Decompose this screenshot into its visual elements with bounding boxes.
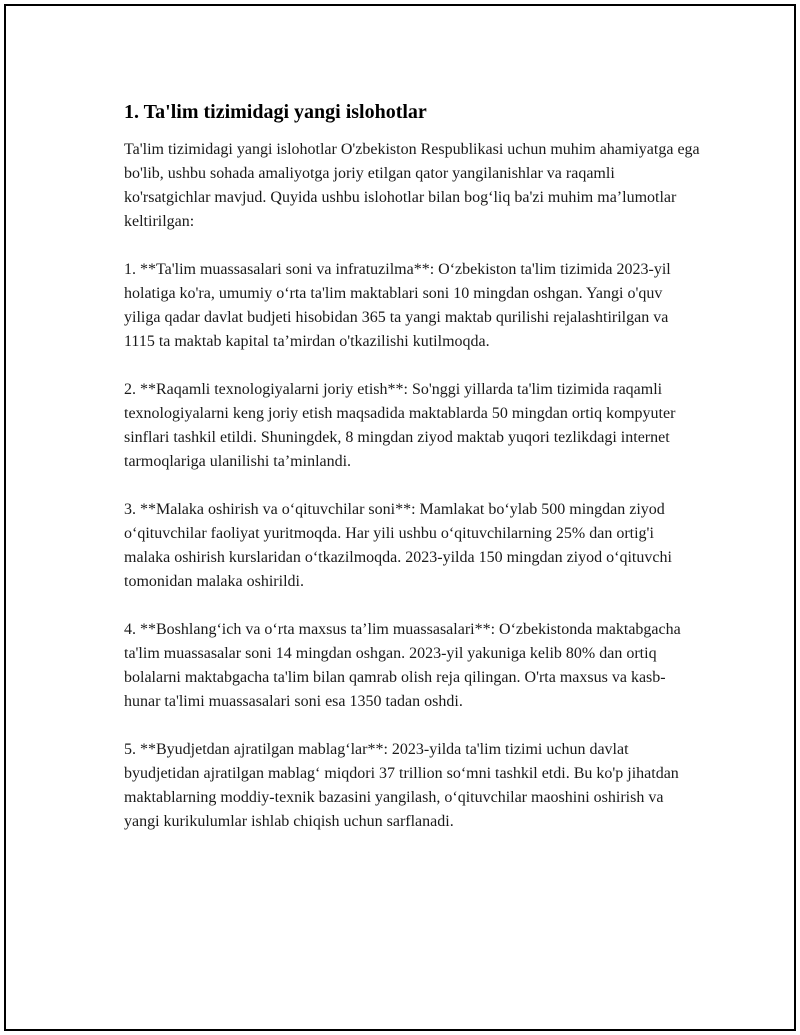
document-body <box>120 98 700 858</box>
list-item: 5. **Byudjetdan ajratilgan mablag‘lar**: 2023-yilda ta'lim tizimi uchun davlat byudjetidan ajratilgan mablag‘ miqdori 37 trillion so‘mni tashkil etdi. Bu ko'p jihatdan maktablarning moddiy-texnik bazasini yangilash, o‘qituvchilar maoshini oshirish va yangi kurikulumlar ishlab chiqish uchun sarflanadi. <box>124 741 679 830</box>
list-item: 1. **Ta'lim muassasalari soni va infratuzilma**: O‘zbekiston ta'lim tizimida 2023-yil holatiga ko'ra, umumiy o‘rta ta'lim maktablari soni 10 mingdan oshgan. Yangi o'quv yiliga qadar davlat budjeti hisobidan 365 ta yangi maktab qurilishi rejalashtirilgan va 1115 ta maktab kapital ta’mirdan o'tkazilishi kutilmoqda. <box>124 261 671 350</box>
list-item: 2. **Raqamli texnologiyalarni joriy etish**: So'nggi yillarda ta'lim tizimida raqamli texnologiyalarni keng joriy etish maqsadida maktablarda 50 mingdan ortiq kompyuter sinflari tashkil etildi. Shuningdek, 8 mingdan ziyod maktab yuqori tezlikdagi internet tarmoqlariga ulanilishi ta’minlandi. <box>124 381 676 470</box>
intro-paragraph: Ta'lim tizimidagi yangi islohotlar O'zbekiston Respublikasi uchun muhim ahamiyatga ega bo'lib, ushbu sohada amaliyotga joriy etilgan qator yangilanishlar va raqamli ko'rsatgichlar mavjud. Quyida ushbu islohotlar bilan bog‘liq ba'zi muhim ma’lumotlar keltirilgan: <box>124 141 700 230</box>
list-item: 3. **Malaka oshirish va o‘qituvchilar soni**: Mamlakat bo‘ylab 500 mingdan ziyod o‘qituvchilar faoliyat yuritmoqda. Har yili ushbu o‘qituvchilarning 25% dan ortig'i malaka oshirish kurslaridan o‘tkazilmoqda. 2023-yilda 150 mingdan ziyod o‘qituvchi tomonidan malaka oshirildi. <box>124 501 672 590</box>
list-item: 4. **Boshlang‘ich va o‘rta maxsus ta’lim muassasalari**: O‘zbekistonda maktabgacha ta'lim muassasalar soni 14 mingdan oshgan. 2023-yil yakuniga kelib 80% dan ortiq bolalarni maktabgacha ta'lim bilan qamrab olish reja qilingan. O'rta maxsus va kasb-hunar ta'limi muassasalari soni esa 1350 tadan oshdi. <box>124 621 681 710</box>
document-title: 1. Ta'lim tizimidagi yangi islohotlar <box>124 101 427 123</box>
page-frame <box>4 4 796 1031</box>
